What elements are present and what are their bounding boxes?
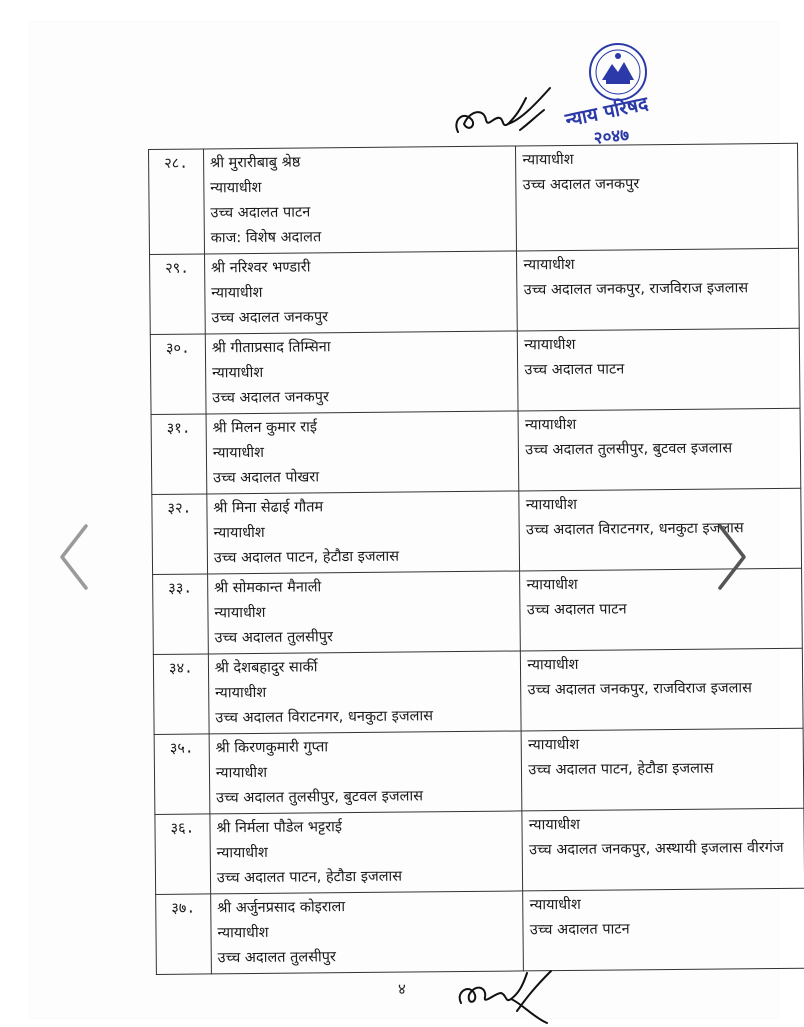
new-posting-cell [522, 808, 804, 891]
judge-name: श्री मिना सेढाई गौतम [213, 499, 324, 517]
current-posting-cell [205, 331, 518, 414]
current-posting-line: न्यायाधीश [216, 844, 268, 862]
new-posting-cell [520, 568, 802, 651]
document-page [30, 22, 784, 1018]
new-posting-line: उच्च अदालत पाटन, हेटौडा इजलास [528, 760, 714, 779]
next-page-button[interactable] [710, 512, 754, 602]
previous-page-button[interactable] [52, 512, 96, 602]
current-posting-line: उच्च अदालत पाटन, हेटौडा इजलास [216, 868, 403, 887]
current-posting-line: उच्च अदालत तुलसीपुर, बुटवल इजलास [216, 788, 424, 807]
current-posting-line: न्यायाधीश [217, 924, 269, 942]
new-posting-cell [517, 248, 799, 331]
chevron-right-icon [714, 522, 750, 592]
current-posting-line: उच्च अदालत पोखरा [212, 469, 320, 487]
judges-roster-table [148, 143, 804, 975]
table-row [156, 888, 804, 974]
serial-number: २८. [149, 149, 205, 255]
current-posting-line: उच्च अदालत जनकपुर [211, 309, 329, 327]
current-posting-line: उच्च अदालत पाटन [210, 204, 311, 222]
current-posting-line: उच्च अदालत विराटनगर, धनकुटा इजलास [215, 708, 434, 727]
new-posting-line: न्यायाधीश [522, 151, 574, 169]
new-posting-cell [521, 648, 803, 731]
judge-name: श्री सोमकान्त मैनाली [214, 579, 322, 597]
new-posting-line: न्यायाधीश [529, 896, 581, 914]
new-posting-cell [518, 328, 800, 411]
serial-number: ३३. [153, 574, 209, 655]
new-posting-line: उच्च अदालत जनकपुर, अस्थायी इजलास वीरगंज [529, 839, 784, 859]
current-posting-line: न्यायाधीश [211, 364, 264, 382]
table-row [151, 408, 801, 494]
table-row [150, 248, 800, 334]
current-posting-cell [207, 571, 520, 654]
current-posting-cell [208, 651, 521, 734]
table-row [153, 648, 803, 734]
new-posting-line: न्यायाधीश [523, 256, 575, 274]
new-posting-line: उच्च अदालत पाटन [524, 361, 625, 379]
new-posting-line: उच्च अदालत पाटन [529, 921, 630, 939]
new-posting-cell [519, 488, 801, 571]
new-posting-cell [516, 143, 799, 251]
new-posting-line: न्यायाधीश [528, 736, 580, 754]
new-posting-line: उच्च अदालत तुलसीपुर, बुटवल इजलास [525, 440, 733, 459]
judge-name: श्री किरणकुमारी गुप्ता [215, 739, 329, 757]
serial-number: ३७. [156, 894, 212, 975]
seal-year: २०४७ [592, 125, 631, 149]
new-posting-line: न्यायाधीश [524, 416, 577, 434]
seal-title: न्याय परिषद [563, 92, 650, 132]
serial-number: ३५. [154, 734, 210, 815]
nyaya-parishad-seal [560, 36, 660, 154]
page-number: ४ [398, 980, 406, 998]
serial-number: २९. [150, 254, 206, 335]
serial-number: ३२. [152, 494, 208, 575]
current-posting-line: उच्च अदालत पाटन, हेटौडा इजलास [213, 548, 400, 567]
judge-name: श्री अर्जुनप्रसाद कोइराला [217, 899, 346, 917]
current-posting-cell [210, 811, 523, 894]
current-posting-cell [204, 251, 517, 334]
new-posting-line: उच्च अदालत जनकपुर, राजविराज इजलास [527, 680, 753, 699]
table-row [153, 568, 803, 654]
new-posting-line: न्यायाधीश [528, 816, 581, 834]
new-posting-cell [523, 888, 804, 971]
current-posting-cell [211, 891, 524, 974]
current-posting-line: न्यायाधीश [210, 179, 262, 197]
current-posting-line: न्यायाधीश [215, 764, 268, 782]
signature-top [450, 80, 560, 150]
serial-number: ३१. [151, 414, 207, 495]
table-row [155, 808, 804, 894]
new-posting-line: उच्च अदालत पाटन [526, 601, 627, 619]
current-posting-cell [206, 411, 519, 494]
current-posting-line: न्यायाधीश [211, 284, 263, 302]
new-posting-line: न्यायाधीश [526, 576, 578, 594]
current-posting-line: न्यायाधीश [213, 524, 265, 542]
serial-number: ३४. [153, 654, 209, 735]
judge-name: श्री नरिश्वर भण्डारी [210, 259, 311, 277]
current-posting-line: उच्च अदालत तुलसीपुर [214, 629, 333, 647]
chevron-left-icon [56, 522, 92, 592]
new-posting-line: उच्च अदालत जनकपुर, राजविराज इजलास [523, 280, 749, 299]
judge-name: श्री देशबहादुर सार्की [214, 659, 318, 677]
current-posting-cell [207, 491, 520, 574]
current-posting-cell [209, 731, 522, 814]
judge-name: श्री गीताप्रसाद तिम्सिना [211, 339, 331, 357]
table-row [154, 728, 804, 814]
current-posting-line: न्यायाधीश [212, 444, 265, 462]
new-posting-line: उच्च अदालत जनकपुर [522, 176, 640, 194]
current-posting-line: उच्च अदालत तुलसीपुर [217, 949, 337, 967]
current-posting-line: उच्च अदालत जनकपुर [212, 389, 329, 407]
new-posting-line: न्यायाधीश [525, 496, 578, 514]
new-posting-line: न्यायाधीश [527, 656, 579, 674]
current-posting-line: काज: विशेष अदालत [210, 229, 322, 247]
table-row [152, 488, 802, 574]
new-posting-line: न्यायाधीश [524, 336, 576, 354]
serial-number: ३०. [150, 334, 206, 415]
judge-name: श्री मिलन कुमार राई [212, 419, 318, 437]
current-posting-cell [203, 146, 516, 254]
current-posting-line: न्यायाधीश [214, 604, 266, 622]
new-posting-cell [521, 728, 803, 811]
table-row [150, 328, 800, 414]
judge-name: श्री निर्मला पौडेल भट्टराई [216, 819, 343, 837]
serial-number: ३६. [155, 814, 211, 895]
table-row [149, 143, 799, 254]
new-posting-cell [518, 408, 800, 491]
current-posting-line: न्यायाधीश [215, 684, 267, 702]
signature-bottom [455, 967, 565, 1027]
judge-name: श्री मुरारीबाबु श्रेष्ठ [209, 154, 301, 172]
new-posting-line: उच्च अदालत विराटनगर, धनकुटा इजलास [525, 520, 744, 539]
